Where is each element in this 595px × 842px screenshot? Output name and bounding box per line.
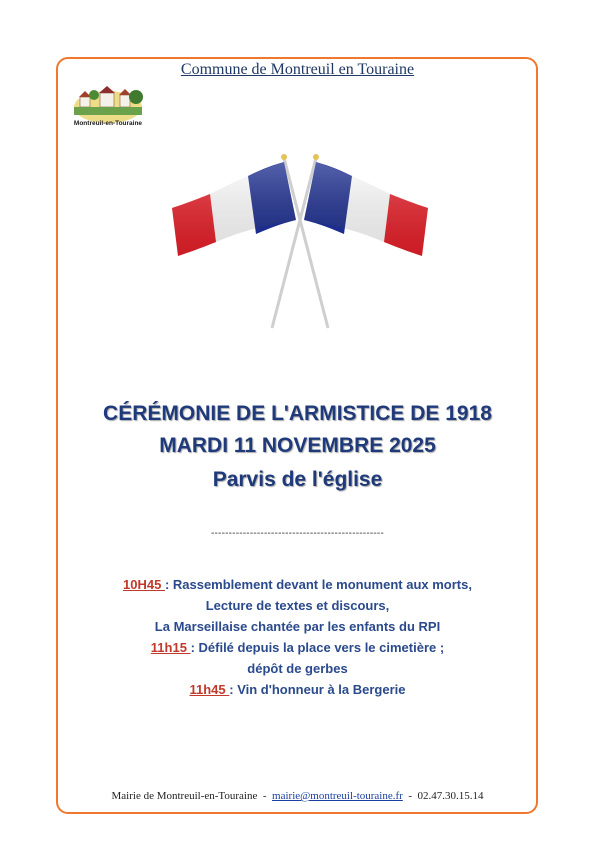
program-text: : Défilé depuis la place vers le cimetière ; <box>190 640 445 655</box>
program-item <box>0 595 595 616</box>
footer-separator: - <box>402 790 418 802</box>
commune-name: Commune de Montreuil en Touraine <box>180 61 415 78</box>
program-item <box>0 616 595 637</box>
program-text: Lecture de textes et discours, <box>205 598 390 613</box>
footer-mairie: Mairie de Montreuil-en-Touraine <box>111 790 258 802</box>
separator-line: ------------------------------------------------- <box>211 528 384 539</box>
title-line-2: MARDI 11 NOVEMBRE 2025 <box>159 434 436 457</box>
footer-contact <box>0 790 595 802</box>
program-item <box>0 574 595 595</box>
program-item <box>0 658 595 679</box>
program-item <box>0 637 595 658</box>
program-text: : Vin d'honneur à la Bergerie <box>229 682 406 697</box>
program-time: 10H45 <box>123 577 165 592</box>
email-link[interactable]: mairie@montreuil-touraine.fr <box>272 790 403 802</box>
logo-caption: Montreuil-en-Touraine <box>73 120 143 127</box>
program-text: : Rassemblement devant le monument aux morts, <box>164 577 472 592</box>
title-line-3: Parvis de l'église <box>212 468 383 491</box>
village-logo-icon <box>70 83 146 129</box>
crossed-french-flags-icon <box>160 150 440 340</box>
program-time: 11h15 <box>150 640 191 655</box>
footer-separator: - <box>257 790 273 802</box>
program-text: La Marseillaise chantée par les enfants du RPI <box>154 619 441 634</box>
title-line-1: CÉRÉMONIE DE L'ARMISTICE DE 1918 <box>103 402 492 425</box>
footer-phone: 02.47.30.15.14 <box>417 790 484 802</box>
event-title <box>0 398 595 498</box>
program-item <box>0 679 595 700</box>
program-list <box>0 574 595 700</box>
program-time: 11h45 <box>189 682 230 697</box>
program-text: dépôt de gerbes <box>247 661 348 676</box>
commune-header <box>0 61 595 79</box>
